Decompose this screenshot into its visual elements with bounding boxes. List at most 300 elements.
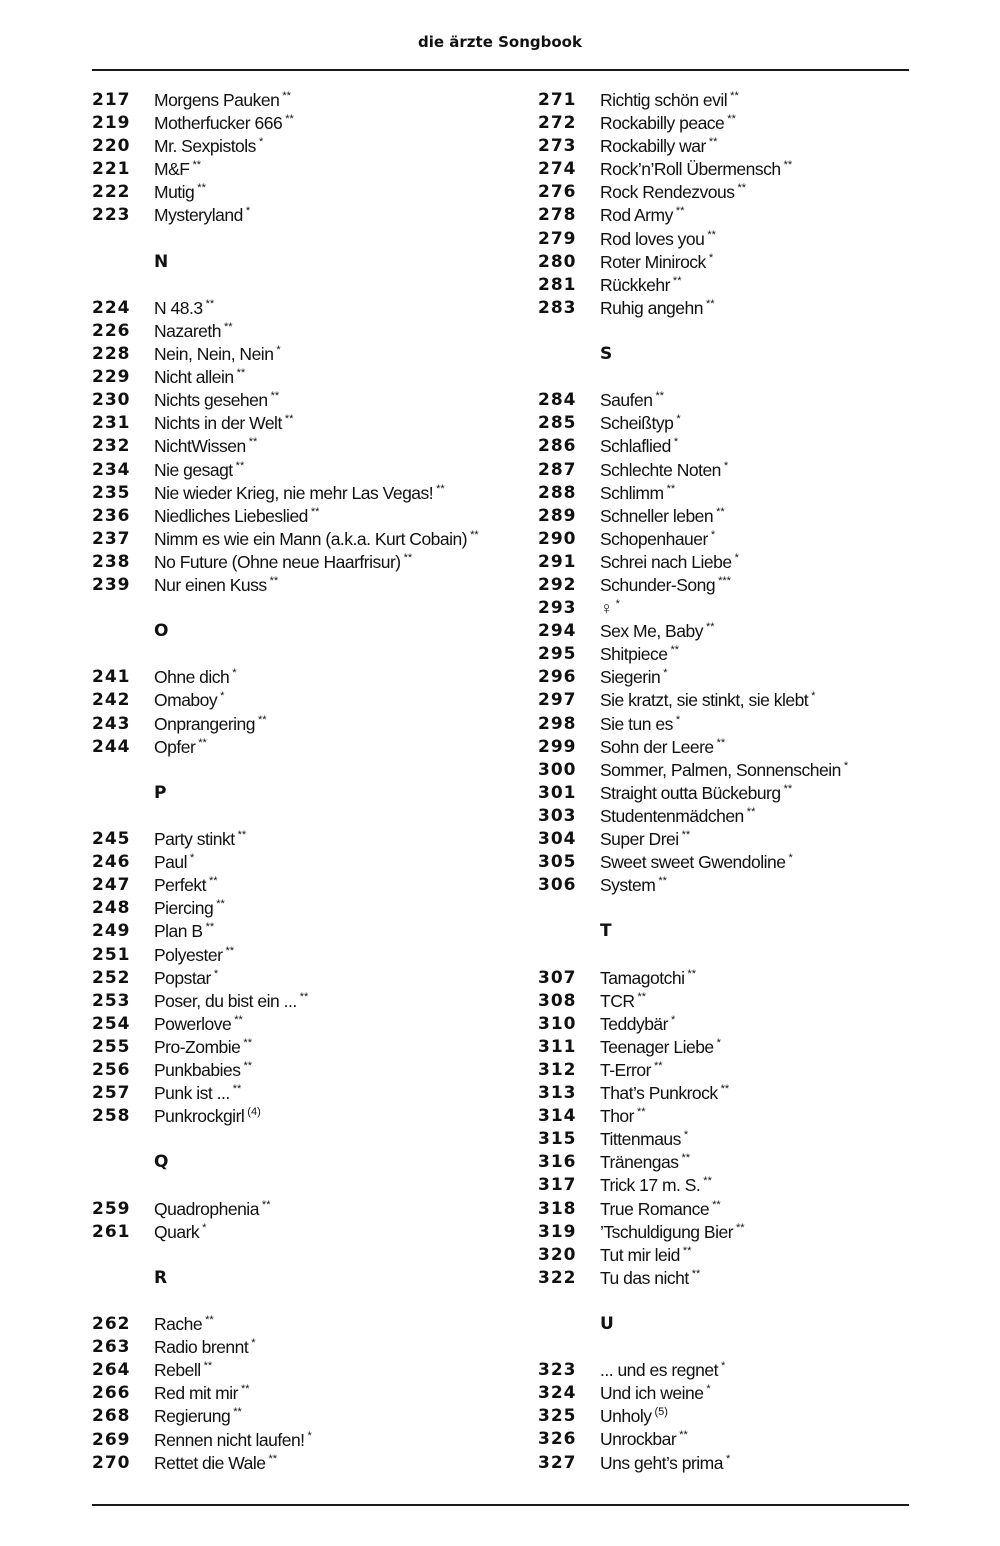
- page-number: 284: [538, 390, 577, 411]
- page-number: 242: [92, 690, 131, 711]
- page-number: 290: [538, 528, 577, 549]
- index-entry: [92, 967, 512, 990]
- page-number: 230: [92, 390, 131, 411]
- song-title-text: Mysteryland: [154, 205, 243, 226]
- index-entry: [538, 89, 958, 112]
- footnote-marker: **: [261, 1198, 271, 1211]
- footnote-marker: **: [679, 1429, 688, 1442]
- page-number: 237: [92, 528, 131, 549]
- page-number: 270: [92, 1452, 131, 1473]
- footnote-marker: *: [202, 1221, 207, 1234]
- page-number: 264: [92, 1360, 131, 1381]
- footnote-marker: **: [299, 990, 309, 1003]
- index-entry: [92, 1313, 512, 1336]
- footnote-marker: *: [220, 690, 225, 703]
- song-title-text: Popstar: [154, 967, 211, 988]
- index-entry: [92, 1382, 512, 1405]
- page-number: 235: [92, 482, 131, 503]
- footnote-marker: **: [436, 482, 445, 495]
- page-number: 319: [538, 1221, 577, 1242]
- index-entry: [538, 1244, 958, 1267]
- song-title-text: Opfer: [154, 736, 196, 757]
- footnote-marker: **: [736, 1221, 745, 1234]
- section-letter: [538, 1290, 958, 1359]
- page-number: 314: [538, 1106, 577, 1127]
- song-title-text: Studentenmädchen: [600, 805, 744, 826]
- footnote-marker: **: [192, 159, 202, 172]
- index-entry: [92, 1059, 512, 1082]
- page-number: 229: [92, 367, 131, 388]
- song-title-text: Sommer, Palmen, Sonnenschein: [600, 759, 841, 780]
- footnote-marker: **: [655, 390, 665, 403]
- song-title-text: Thor: [600, 1106, 634, 1127]
- song-title-text: Nie wieder Krieg, nie mehr Las Vegas!: [154, 482, 434, 503]
- index-entry: [538, 1151, 958, 1174]
- footnote-marker: **: [716, 505, 725, 518]
- song-title-text: Richtig schön evil: [600, 90, 728, 110]
- page-title: die ärzte Songbook: [418, 33, 582, 51]
- index-entry: [538, 1428, 958, 1451]
- page-number: 299: [538, 736, 577, 757]
- footnote-marker: **: [720, 1083, 730, 1096]
- song-title-text: Perfekt: [154, 875, 206, 896]
- song-title-text: Roter Minirock: [600, 251, 706, 272]
- page-number: 257: [92, 1083, 131, 1104]
- index-entry: [92, 459, 512, 482]
- song-title-text: ♀: [600, 598, 613, 619]
- footnote-marker: *: [307, 1429, 312, 1442]
- footnote-marker: **: [470, 528, 479, 541]
- section-letter: [92, 1244, 512, 1313]
- index-entry: [538, 1059, 958, 1082]
- footnote-marker: *: [615, 598, 620, 611]
- footnote-marker: **: [233, 1406, 242, 1419]
- page-number: 289: [538, 505, 577, 526]
- song-title-text: Radio brennt: [154, 1337, 249, 1358]
- footnote-marker: **: [310, 505, 320, 518]
- song-title-text: Punkbabies: [154, 1059, 241, 1080]
- song-title: [154, 1452, 277, 1478]
- page-number: 273: [538, 136, 577, 157]
- song-title-text: Tittenmaus: [600, 1129, 681, 1150]
- song-title-text: Niedliches Liebeslied: [154, 505, 308, 526]
- footnote-marker: *: [734, 551, 739, 564]
- index-entry: [92, 1105, 512, 1128]
- page-number: 248: [92, 898, 131, 919]
- song-title-text: That’s Punkrock: [600, 1083, 718, 1104]
- index-entry: [92, 1359, 512, 1382]
- index-entry: [538, 1221, 958, 1244]
- index-entry: [92, 874, 512, 897]
- song-title-text: Nein, Nein, Nein: [154, 344, 274, 365]
- section-letter-label: Q: [154, 1152, 169, 1173]
- page-number: 236: [92, 505, 131, 526]
- song-title-text: True Romance: [600, 1198, 710, 1219]
- footnote-marker: *: [726, 1452, 731, 1465]
- song-title-text: Mr. Sexpistols: [154, 136, 256, 157]
- song-title-text: Und ich weine: [600, 1383, 704, 1404]
- index-entry: [538, 713, 958, 736]
- index-entry: [538, 112, 958, 135]
- song-title-text: Schlimm: [600, 482, 664, 503]
- right-column: [538, 89, 958, 1475]
- index-entry: [538, 967, 958, 990]
- page-number: 239: [92, 574, 131, 595]
- index-entry: [92, 897, 512, 920]
- song-title-text: Red mit mir: [154, 1383, 238, 1404]
- footnote-marker: **: [670, 644, 680, 657]
- song-title-text: Rockabilly war: [600, 136, 706, 157]
- page-number: 288: [538, 482, 577, 503]
- page-number: 241: [92, 667, 131, 688]
- footnote-marker: **: [707, 228, 716, 241]
- page-number: 271: [538, 90, 577, 110]
- page-number: 219: [92, 113, 131, 134]
- index-entry: [92, 851, 512, 874]
- song-title-text: Sohn der Leere: [600, 736, 714, 757]
- footnote-marker: *: [276, 344, 281, 357]
- index-entry: [92, 297, 512, 320]
- page-number: 295: [538, 644, 577, 665]
- index-entry: [538, 1105, 958, 1128]
- footnote-marker: **: [205, 1314, 214, 1327]
- song-title-text: Sweet sweet Gwendoline: [600, 852, 786, 873]
- footnote-marker: *: [663, 667, 668, 680]
- footnote-marker: **: [691, 1267, 701, 1280]
- index-entry: [92, 1405, 512, 1428]
- page-number: 317: [538, 1175, 577, 1196]
- page-number: 276: [538, 182, 577, 203]
- song-title-text: Nur einen Kuss: [154, 574, 267, 595]
- song-title-text: Quadrophenia: [154, 1198, 259, 1219]
- footnote-marker: **: [240, 1383, 250, 1396]
- footnote-marker: **: [285, 113, 294, 126]
- page-number: 308: [538, 990, 577, 1011]
- index-entry: [92, 89, 512, 112]
- index-entry: [92, 505, 512, 528]
- footnote-marker: *: [671, 1013, 676, 1026]
- song-title-text: Nichts in der Welt: [154, 413, 282, 434]
- page-number: 263: [92, 1337, 131, 1358]
- song-title-text: Teenager Liebe: [600, 1036, 714, 1057]
- song-title-text: Omaboy: [154, 690, 218, 711]
- song-title-text: Schneller leben: [600, 505, 714, 526]
- page-number: 258: [92, 1106, 131, 1127]
- footnote-marker: **: [783, 159, 793, 172]
- page-number: 291: [538, 551, 577, 572]
- song-title: [600, 1452, 730, 1478]
- song-title-text: Rache: [154, 1314, 203, 1335]
- song-title-text: Nichts gesehen: [154, 390, 268, 411]
- footnote-marker: (4): [247, 1106, 261, 1119]
- section-letter-label: P: [154, 782, 167, 803]
- song-title-text: Rod loves you: [600, 228, 705, 249]
- page-number: 315: [538, 1129, 577, 1150]
- song-title-text: Rod Army: [600, 205, 673, 226]
- index-entry: [92, 181, 512, 204]
- song-title-text: Sex Me, Baby: [600, 621, 703, 642]
- footnote-marker: **: [236, 367, 246, 380]
- song-title-text: Ruhig angehn: [600, 297, 703, 318]
- footnote-marker: **: [232, 1083, 242, 1096]
- page-number: 217: [92, 90, 131, 110]
- index-entry: [538, 990, 958, 1013]
- page-number: 268: [92, 1406, 131, 1427]
- song-title-text: ’Tschuldigung Bier: [600, 1221, 734, 1242]
- footnote-marker: **: [746, 805, 756, 818]
- footnote-marker: *: [258, 136, 264, 149]
- song-title-text: Schrei nach Liebe: [600, 551, 732, 572]
- page-number: 252: [92, 967, 131, 988]
- footnote-marker: **: [682, 1244, 692, 1257]
- footnote-marker: **: [225, 944, 235, 957]
- index-entry: [538, 135, 958, 158]
- index-entry: [538, 204, 958, 227]
- footnote-marker: **: [705, 621, 715, 634]
- index-entry: [92, 1452, 512, 1475]
- section-letter: [92, 1128, 512, 1197]
- song-title-text: Nie gesagt: [154, 459, 233, 480]
- song-title-text: Rückkehr: [600, 274, 670, 295]
- footnote-marker: *: [190, 852, 195, 865]
- index-entry: [538, 1359, 958, 1382]
- footnote-marker: **: [666, 482, 676, 495]
- footnote-marker: **: [716, 736, 726, 749]
- footnote-marker: **: [224, 320, 233, 333]
- top-rule: [92, 69, 909, 71]
- song-title-text: NichtWissen: [154, 436, 246, 457]
- footnote-marker: **: [270, 390, 280, 403]
- footnote-marker: *: [706, 1383, 711, 1396]
- song-title-text: Morgens Pauken: [154, 90, 280, 110]
- footnote-marker: **: [268, 1452, 278, 1465]
- footnote-marker: *: [716, 1036, 721, 1049]
- footnote-marker: **: [248, 436, 258, 449]
- page-number: 301: [538, 782, 577, 803]
- footnote-marker: **: [681, 829, 691, 842]
- index-entry: [538, 1405, 958, 1428]
- index-entry: [92, 320, 512, 343]
- song-title-text: Scheißtyp: [600, 413, 674, 434]
- footnote-marker: **: [284, 413, 294, 426]
- index-entry: [538, 551, 958, 574]
- song-title-text: T-Error: [600, 1059, 651, 1080]
- page-number: 223: [92, 205, 131, 226]
- page-number: 262: [92, 1314, 131, 1335]
- footnote-marker: **: [269, 574, 279, 587]
- footnote-marker: **: [234, 1013, 243, 1026]
- index-entry: [92, 389, 512, 412]
- page-number: 259: [92, 1198, 131, 1219]
- page-number: 221: [92, 159, 131, 180]
- page-number: 316: [538, 1152, 577, 1173]
- footnote-marker: **: [243, 1036, 252, 1049]
- index-entry: [538, 505, 958, 528]
- footnote-marker: **: [783, 782, 793, 795]
- footnote-marker: **: [653, 1059, 663, 1072]
- index-entry: [538, 482, 958, 505]
- index-entry: [92, 1221, 512, 1244]
- page-number: 324: [538, 1383, 577, 1404]
- song-title-text: No Future (Ohne neue Haarfrisur): [154, 551, 401, 572]
- page-number: 320: [538, 1244, 577, 1265]
- page-number: 286: [538, 436, 577, 457]
- index-entry: [538, 759, 958, 782]
- section-letter-label: N: [154, 251, 169, 272]
- index-entry: [92, 1013, 512, 1036]
- index-entry: [538, 1036, 958, 1059]
- footnote-marker: **: [708, 136, 718, 149]
- song-title-text: Sie kratzt, sie stinkt, sie klebt: [600, 690, 809, 711]
- page-number: 254: [92, 1013, 131, 1034]
- page-number: 305: [538, 852, 577, 873]
- footnote-marker: **: [675, 205, 685, 218]
- page-number: 228: [92, 344, 131, 365]
- footnote-marker: *: [213, 967, 219, 980]
- page-number: 292: [538, 574, 577, 595]
- song-title-text: Regierung: [154, 1406, 231, 1427]
- page-number: 325: [538, 1406, 577, 1427]
- song-title-text: Piercing: [154, 898, 214, 919]
- page-number: 226: [92, 320, 131, 341]
- footnote-marker: *: [811, 690, 816, 703]
- song-title-text: Punk ist ...: [154, 1083, 230, 1104]
- song-title-text: ... und es regnet: [600, 1360, 718, 1381]
- footnote-marker: *: [683, 1129, 689, 1142]
- index-entry: [538, 412, 958, 435]
- song-title-text: Straight outta Bückeburg: [600, 782, 781, 803]
- song-title-text: Rock Rendezvous: [600, 182, 735, 203]
- index-entry: [92, 528, 512, 551]
- song-title-text: Uns geht’s prima: [600, 1452, 723, 1473]
- index-entry: [92, 574, 512, 597]
- footnote-marker: **: [712, 1198, 721, 1211]
- index-entry: [538, 597, 958, 620]
- index-entry: [538, 666, 958, 689]
- song-title-text: Rebell: [154, 1360, 201, 1381]
- footnote-marker: *: [232, 667, 237, 680]
- section-letter-label: U: [600, 1314, 614, 1334]
- song-title-text: Nazareth: [154, 320, 222, 341]
- song-title-text: Pro-Zombie: [154, 1036, 241, 1057]
- page-number: 232: [92, 436, 131, 457]
- page-number: 322: [538, 1267, 577, 1288]
- page-number: 283: [538, 297, 577, 318]
- song-title-text: Unholy: [600, 1406, 652, 1427]
- page-number: 293: [538, 598, 577, 619]
- index-entry: [92, 482, 512, 505]
- page-number: 323: [538, 1360, 577, 1381]
- footnote-marker: **: [730, 90, 739, 102]
- index-entry: [538, 782, 958, 805]
- index-entry: [538, 1198, 958, 1221]
- index-entry: [92, 412, 512, 435]
- footnote-marker: **: [237, 829, 247, 842]
- index-entry: [538, 620, 958, 643]
- song-title-text: Rettet die Wale: [154, 1452, 266, 1473]
- index-entry: [538, 828, 958, 851]
- index-entry: [92, 158, 512, 181]
- footnote-marker: ***: [718, 574, 731, 587]
- footnote-marker: **: [198, 736, 207, 749]
- page-number: 306: [538, 875, 577, 896]
- section-letter: [92, 759, 512, 828]
- footnote-marker: **: [687, 967, 697, 980]
- index-entry: [92, 713, 512, 736]
- index-entry: [538, 435, 958, 458]
- page-number: 255: [92, 1036, 131, 1057]
- page-number: 222: [92, 182, 131, 203]
- index-entry: [538, 643, 958, 666]
- page-number: 304: [538, 829, 577, 850]
- index-entry: [538, 274, 958, 297]
- index-entry: [538, 389, 958, 412]
- page-number: 245: [92, 829, 131, 850]
- song-title-text: Tu das nicht: [600, 1267, 689, 1288]
- section-letter-label: R: [154, 1267, 168, 1288]
- section-letter: [92, 597, 512, 666]
- song-title-text: Teddybär: [600, 1013, 668, 1034]
- footnote-marker: **: [243, 1059, 253, 1072]
- song-title-text: Plan B: [154, 921, 203, 942]
- index-entry: [92, 366, 512, 389]
- index-entry: [538, 528, 958, 551]
- song-title-text: Motherfucker 666: [154, 113, 283, 134]
- index-entry: [92, 944, 512, 967]
- index-entry: [538, 1382, 958, 1405]
- index-entry: [538, 574, 958, 597]
- index-entry: [92, 828, 512, 851]
- song-title-text: Tamagotchi: [600, 967, 685, 988]
- page-number: 287: [538, 459, 577, 480]
- index-entry: [92, 990, 512, 1013]
- song-title-text: Shitpiece: [600, 644, 668, 665]
- footnote-marker: (5): [654, 1406, 668, 1419]
- page-number: 238: [92, 551, 131, 572]
- index-entry: [92, 1036, 512, 1059]
- section-letter: [538, 897, 958, 966]
- index-entry: [538, 1082, 958, 1105]
- footnote-marker: **: [636, 1106, 646, 1119]
- footnote-marker: **: [403, 551, 413, 564]
- page-number: 251: [92, 944, 131, 965]
- song-title-text: Schunder-Song: [600, 574, 716, 595]
- song-title-text: Onprangering: [154, 713, 256, 734]
- footnote-marker: *: [676, 413, 681, 426]
- footnote-marker: **: [681, 1152, 691, 1165]
- page-number: 327: [538, 1452, 577, 1473]
- footnote-marker: **: [705, 297, 715, 310]
- footnote-marker: *: [723, 459, 729, 472]
- index-entry: [538, 181, 958, 204]
- index-entry: [92, 1082, 512, 1105]
- song-title-text: Punkrockgirl: [154, 1106, 245, 1127]
- page-number: 297: [538, 690, 577, 711]
- page-number: 247: [92, 875, 131, 896]
- page-number: 303: [538, 805, 577, 826]
- footnote-marker: **: [672, 274, 682, 287]
- index-entry: [538, 158, 958, 181]
- footnote-marker: *: [245, 205, 251, 218]
- page-number: 246: [92, 852, 131, 873]
- footnote-marker: *: [843, 759, 849, 772]
- song-title-text: Powerlove: [154, 1013, 232, 1034]
- song-title-text: Mutig: [154, 182, 195, 203]
- index-entry: [92, 551, 512, 574]
- song-title-text: Rennen nicht laufen!: [154, 1429, 305, 1450]
- bottom-rule: [92, 1504, 909, 1506]
- index-entry: [92, 1336, 512, 1359]
